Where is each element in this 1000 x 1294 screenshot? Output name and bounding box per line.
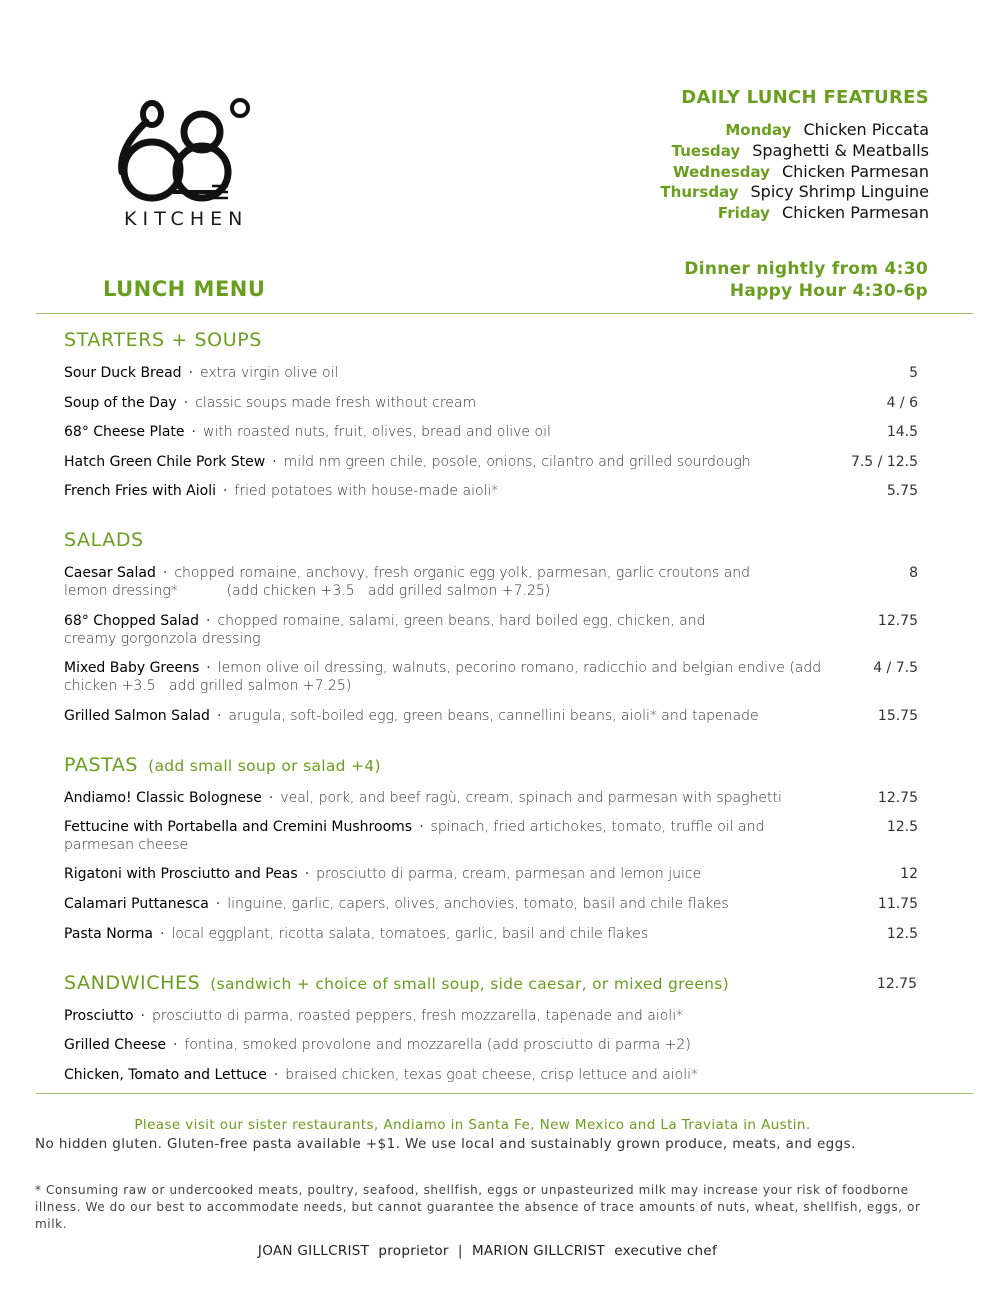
item-price: 5.75 (886, 483, 918, 499)
item-desc: arugula, soft-boiled egg, green beans, cannellini beans, aioli* and tapenade (228, 708, 759, 724)
item-desc: prosciutto di parma, cream, parmesan and lemon juice (316, 866, 702, 882)
menu-item: Andiamo! Classic Bolognese · veal, pork, and beef ragù, cream, spinach and parmesan with spaghetti 12.75 (64, 790, 918, 806)
item-name: Sour Duck Bread (64, 365, 182, 381)
section-title-text: STARTERS + SOUPS (64, 329, 262, 351)
item-desc: mild nm green chile, posole, onions, cilantro and grilled sourdough (283, 454, 751, 470)
item-price: 12.75 (877, 613, 918, 629)
feature-day: Tuesday (671, 141, 741, 160)
item-name: Calamari Puttanesca (64, 896, 209, 912)
section-title-salads (64, 529, 144, 551)
menu-item: Chicken, Tomato and Lettuce · braised chicken, texas goat cheese, crisp lettuce and aioli* (64, 1067, 699, 1083)
item-desc: lemon olive oil dressing, walnuts, pecorino romano, radicchio and belgian endive (add chicken +3.5 add grilled salmon +7.25) (64, 660, 826, 694)
item-desc: chopped romaine, anchovy, fresh organic egg yolk, parmesan, garlic croutons and lemon dressing* (add chicken +3.5 add grilled salmon +7.25) (64, 565, 755, 599)
item-name: Chicken, Tomato and Lettuce (64, 1067, 267, 1083)
section-subtitle: (sandwich + choice of small soup, side caesar, or mixed greens) (210, 975, 730, 993)
feature-row (660, 162, 929, 183)
menu-item: French Fries with Aioli · fried potatoes with house-made aioli* 5.75 (64, 483, 918, 499)
menu-item: Fettucine with Portabella and Cremini Mushrooms · spinach, fried artichokes, tomato, truffle oil and parmesan cheese 12.5 (64, 819, 918, 853)
feature-dish: Chicken Parmesan (781, 203, 929, 223)
menu-item: Soup of the Day · classic soups made fresh without cream 4 / 6 (64, 395, 918, 411)
item-desc: extra virgin olive oil (200, 365, 339, 381)
item-desc: local eggplant, ricotta salata, tomatoes, garlic, basil and chile flakes (171, 926, 649, 942)
item-name: Grilled Cheese (64, 1037, 167, 1053)
item-name: Soup of the Day (64, 395, 177, 411)
item-price: 14.5 (886, 424, 918, 440)
hours-info (684, 258, 928, 302)
menu-item: Caesar Salad · chopped romaine, anchovy, fresh organic egg yolk, parmesan, garlic croutons and lemon dressing* (add chicken +3.5 add grilled salmon +7.25) 8 (64, 565, 918, 599)
feature-row (660, 203, 929, 224)
68-degree-logo-icon (112, 96, 262, 206)
item-desc: prosciutto di parma, roasted peppers, fresh mozzarella, tapenade and aioli* (151, 1008, 684, 1024)
gluten-note: No hidden gluten. Gluten-free pasta available +$1. We use local and sustainably grown produce, meats, and eggs. (35, 1136, 856, 1152)
item-price: 12.5 (886, 926, 918, 942)
item-name: Mixed Baby Greens (64, 660, 200, 676)
logo-wordmark: KITCHEN (124, 208, 249, 230)
food-safety-disclaimer: * Consuming raw or undercooked meats, poultry, seafood, shellfish, eggs or unpasteurized milk may increase your risk of foodborne illness. We do our best to accommodate needs, but cannot guarantee the absence of trace amounts of nuts, wheat, shellfish, eggs, or milk. (35, 1183, 921, 1231)
item-price: 12 (900, 866, 918, 882)
item-price: 12.5 (886, 819, 918, 835)
item-name: Hatch Green Chile Pork Stew (64, 454, 266, 470)
sister-restaurants-note: Please visit our sister restaurants, Andiamo in Santa Fe, New Mexico and La Traviata in Austin. (134, 1117, 811, 1133)
item-desc: fontina, smoked provolone and mozzarella (add prosciutto di parma +2) (184, 1037, 691, 1053)
section-title-pastas (64, 754, 381, 776)
section-subtitle: (add small soup or salad +4) (148, 757, 381, 775)
item-name: French Fries with Aioli (64, 483, 216, 499)
feature-dish: Spaghetti & Meatballs (752, 140, 929, 160)
feature-day: Wednesday (673, 162, 770, 181)
feature-row (660, 120, 929, 141)
feature-dish: Chicken Piccata (803, 120, 929, 139)
item-price: 7.5 / 12.5 (850, 454, 918, 470)
dinner-hours: Dinner nightly from 4:30 (684, 259, 928, 279)
item-desc: veal, pork, and beef ragù, cream, spinach and parmesan with spaghetti (280, 790, 782, 806)
item-desc: classic soups made fresh without cream (195, 395, 477, 411)
item-desc: braised chicken, texas goat cheese, crisp lettuce and aioli* (285, 1067, 699, 1083)
feature-day: Friday (717, 204, 770, 223)
feature-dish: Chicken Parmesan (781, 161, 929, 181)
item-price: 5 (909, 365, 918, 381)
item-price: 4 / 7.5 (873, 660, 918, 676)
item-desc: chopped romaine, salami, green beans, hard boiled egg, chicken, and creamy gorgonzola dressing (64, 613, 706, 647)
feature-dish: Spicy Shrimp Linguine (750, 182, 929, 202)
feature-day: Monday (725, 121, 792, 139)
daily-features-title: DAILY LUNCH FEATURES (681, 87, 929, 108)
staff-credits: JOAN GILLCRIST proprietor | MARION GILLCRIST executive chef (257, 1243, 718, 1259)
divider (36, 1093, 973, 1094)
item-name: 68° Chopped Salad (64, 613, 200, 629)
item-name: Rigatoni with Prosciutto and Peas (64, 866, 298, 882)
menu-item: Sour Duck Bread · extra virgin olive oil 5 (64, 365, 918, 381)
restaurant-logo (112, 96, 262, 236)
item-desc: linguine, garlic, capers, olives, anchovies, tomato, basil and chile flakes (227, 896, 729, 912)
menu-item: Pasta Norma · local eggplant, ricotta salata, tomatoes, garlic, basil and chile flakes 12.5 (64, 926, 918, 942)
item-price: 4 / 6 (886, 395, 918, 411)
item-desc: spinach, fried artichokes, tomato, truffle oil and parmesan cheese (64, 819, 765, 853)
item-name: Andiamo! Classic Bolognese (64, 790, 262, 806)
menu-item: Hatch Green Chile Pork Stew · mild nm green chile, posole, onions, cilantro and grilled sourdough 7.5 / 12.5 (64, 454, 918, 470)
section-title-text: SALADS (64, 529, 144, 551)
menu-item: Grilled Salmon Salad · arugula, soft-boiled egg, green beans, cannellini beans, aioli* and tapenade 15.75 (64, 708, 918, 724)
page-title: LUNCH MENU (103, 277, 266, 301)
section-title-starters (64, 329, 262, 351)
menu-item: 68° Cheese Plate · with roasted nuts, fruit, olives, bread and olive oil 14.5 (64, 424, 918, 440)
item-price: 11.75 (877, 896, 918, 912)
item-price: 8 (909, 565, 918, 581)
item-name: Prosciutto (64, 1008, 134, 1024)
item-price: 12.75 (877, 790, 918, 806)
section-title-sandwiches (64, 972, 729, 994)
item-name: Fettucine with Portabella and Cremini Mushrooms (64, 819, 413, 835)
menu-item: Rigatoni with Prosciutto and Peas · prosciutto di parma, cream, parmesan and lemon juice 12 (64, 866, 918, 882)
item-name: Grilled Salmon Salad (64, 708, 210, 724)
section-title-text: SANDWICHES (64, 972, 201, 994)
menu-item: Calamari Puttanesca · linguine, garlic, capers, olives, anchovies, tomato, basil and chile flakes 11.75 (64, 896, 918, 912)
daily-features-list (660, 120, 929, 224)
item-name: Pasta Norma (64, 926, 153, 942)
menu-item: Grilled Cheese · fontina, smoked provolone and mozzarella (add prosciutto di parma +2) (64, 1037, 691, 1053)
item-name: Caesar Salad (64, 565, 156, 581)
feature-row (660, 182, 929, 203)
item-desc: with roasted nuts, fruit, olives, bread and olive oil (202, 424, 551, 440)
item-name: 68° Cheese Plate (64, 424, 185, 440)
feature-day: Thursday (660, 183, 739, 202)
item-price: 15.75 (877, 708, 918, 724)
feature-row (660, 141, 929, 162)
menu-item: Mixed Baby Greens · lemon olive oil dressing, walnuts, pecorino romano, radicchio and belgian endive (add chicken +3.5 add grilled salmon +7.25) 4 / 7.5 (64, 660, 918, 694)
happy-hour: Happy Hour 4:30-6p (729, 281, 928, 301)
menu-item: 68° Chopped Salad · chopped romaine, salami, green beans, hard boiled egg, chicken, and creamy gorgonzola dressing 12.75 (64, 613, 918, 647)
divider (36, 313, 973, 314)
section-title-text: PASTAS (64, 754, 139, 776)
item-desc: fried potatoes with house-made aioli* (234, 483, 499, 499)
menu-item: Prosciutto · prosciutto di parma, roasted peppers, fresh mozzarella, tapenade and aioli* (64, 1008, 684, 1024)
section-price: 12.75 (876, 976, 917, 992)
